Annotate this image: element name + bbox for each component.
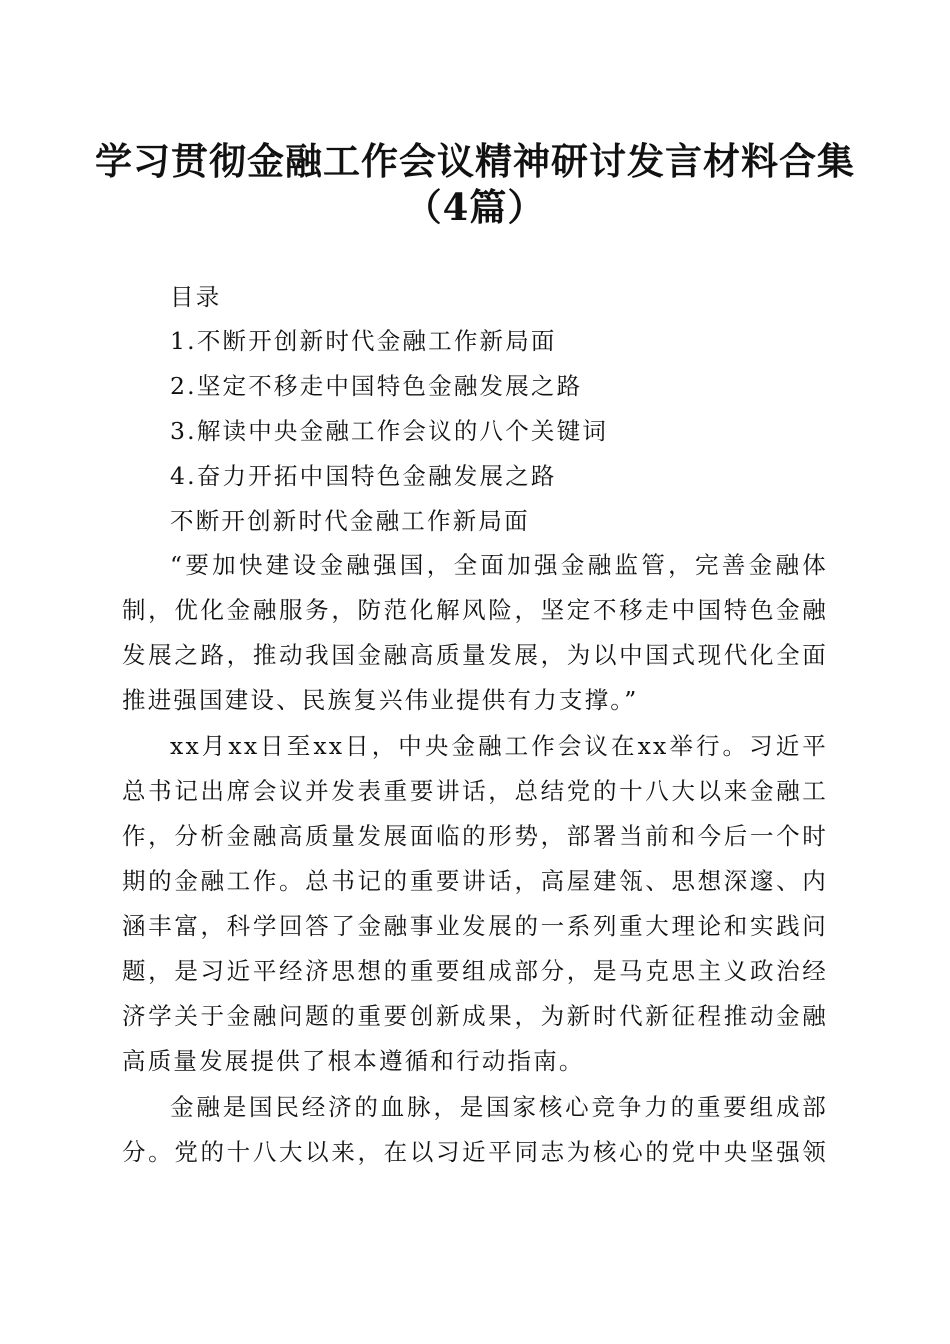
paragraph-2-line-2: 总书记出席会议并发表重要讲话，总结党的十八大以来金融工	[122, 777, 828, 805]
document-title-line-1: 学习贯彻金融工作会议精神研讨发言材料合集	[95, 139, 855, 183]
toc-item-2: 2.坚定不移走中国特色金融发展之路	[170, 372, 583, 400]
toc-item-4: 4.奋力开拓中国特色金融发展之路	[170, 462, 557, 490]
toc-heading: 目录	[170, 283, 222, 311]
paragraph-1-line-4: 推进强国建设、民族复兴伟业提供有力支撑。”	[122, 686, 639, 714]
document-title-line-2: （4篇）	[404, 185, 546, 229]
paragraph-2-line-1: xx月xx日至xx日，中央金融工作会议在xx举行。习近平	[170, 732, 828, 760]
paragraph-2-line-8: 高质量发展提供了根本遵循和行动指南。	[122, 1047, 585, 1075]
paragraph-2-line-7: 济学关于金融问题的重要创新成果，为新时代新征程推动金融	[122, 1002, 828, 1030]
paragraph-1-line-1: “要加快建设金融强国，全面加强金融监管，完善金融体	[170, 551, 828, 579]
toc-item-1: 1.不断开创新时代金融工作新局面	[170, 327, 557, 355]
paragraph-3-line-1: 金融是国民经济的血脉，是国家核心竞争力的重要组成部	[170, 1093, 828, 1121]
article-heading: 不断开创新时代金融工作新局面	[170, 507, 530, 535]
paragraph-2-line-4: 期的金融工作。总书记的重要讲话，高屋建瓴、思想深邃、内	[122, 867, 828, 895]
paragraph-3-line-2: 分。党的十八大以来，在以习近平同志为核心的党中央坚强领	[122, 1138, 828, 1166]
paragraph-2-line-6: 题，是习近平经济思想的重要组成部分，是马克思主义政治经	[122, 957, 828, 985]
paragraph-2-line-5: 涵丰富，科学回答了金融事业发展的一系列重大理论和实践问	[122, 912, 828, 940]
paragraph-1-line-3: 发展之路，推动我国金融高质量发展，为以中国式现代化全面	[122, 641, 828, 669]
paragraph-2-line-3: 作，分析金融高质量发展面临的形势，部署当前和今后一个时	[122, 822, 828, 850]
paragraph-1-line-2: 制，优化金融服务，防范化解风险，坚定不移走中国特色金融	[122, 596, 828, 624]
toc-item-3: 3.解读中央金融工作会议的八个关键词	[170, 417, 609, 445]
